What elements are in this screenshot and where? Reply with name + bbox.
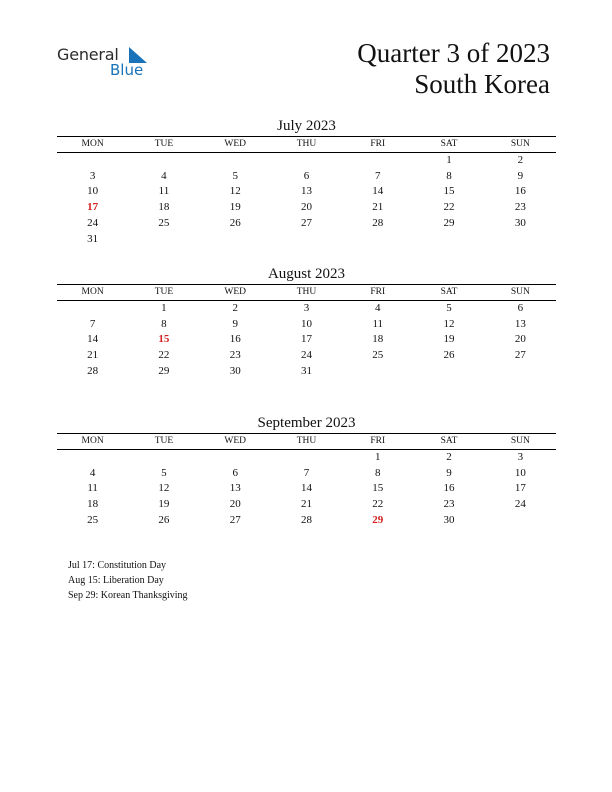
weekday-header: SAT bbox=[413, 434, 484, 450]
month-calendar-july bbox=[57, 116, 556, 247]
day-cell: 6 bbox=[303, 169, 310, 182]
day-cell: 29 bbox=[443, 216, 455, 229]
weekday-header: TUE bbox=[128, 285, 199, 301]
day-cell: 31 bbox=[300, 364, 312, 377]
day-cell: 18 bbox=[87, 498, 99, 511]
day-cell bbox=[128, 450, 199, 466]
day-cell bbox=[342, 364, 413, 380]
day-cell: 26 bbox=[229, 216, 241, 229]
day-cell: 2 bbox=[446, 451, 452, 463]
day-cell: 1 bbox=[161, 302, 167, 314]
day-cell: 30 bbox=[443, 513, 455, 526]
day-cell: 19 bbox=[229, 201, 241, 214]
day-cell: 19 bbox=[443, 333, 455, 346]
day-cell: 9 bbox=[232, 317, 238, 330]
holiday-notes bbox=[68, 558, 188, 603]
day-cell: 28 bbox=[372, 216, 384, 229]
day-cell bbox=[485, 232, 556, 248]
day-cell: 1 bbox=[375, 451, 381, 463]
day-cell: 29 bbox=[158, 364, 170, 377]
day-cell: 5 bbox=[232, 169, 238, 182]
day-cell: 13 bbox=[514, 317, 526, 330]
day-cell bbox=[128, 153, 199, 169]
weekday-header: FRI bbox=[342, 285, 413, 301]
day-cell: 8 bbox=[375, 466, 381, 479]
day-cell: 17 bbox=[514, 482, 526, 495]
day-cell: 2 bbox=[517, 154, 524, 166]
day-cell: 3 bbox=[303, 302, 310, 314]
day-cell: 22 bbox=[158, 349, 170, 362]
month-calendar-august bbox=[57, 264, 556, 380]
weekday-header: SAT bbox=[413, 285, 484, 301]
day-cell: 20 bbox=[514, 333, 526, 346]
day-cell: 13 bbox=[300, 185, 312, 198]
month-calendar-september bbox=[57, 413, 556, 529]
day-cell bbox=[57, 450, 128, 466]
day-cell bbox=[200, 153, 271, 169]
day-cell: 15 bbox=[443, 185, 455, 198]
title-quarter: Quarter 3 of 2023 bbox=[357, 38, 550, 68]
day-cell: 23 bbox=[229, 349, 241, 362]
day-cell: 4 bbox=[375, 302, 381, 314]
day-cell: 30 bbox=[229, 364, 241, 377]
day-cell: 10 bbox=[514, 466, 526, 479]
day-cell: 1 bbox=[446, 154, 452, 166]
week-row bbox=[57, 301, 556, 317]
week-row bbox=[57, 200, 556, 216]
generalblue-logo bbox=[57, 44, 157, 80]
day-cell: 6 bbox=[232, 466, 238, 479]
day-cell: 7 bbox=[375, 169, 381, 182]
day-cell: 17 bbox=[300, 333, 312, 346]
weekday-header: SAT bbox=[413, 137, 484, 153]
weekday-header-row bbox=[57, 137, 556, 153]
day-cell bbox=[200, 232, 271, 248]
week-row bbox=[57, 332, 556, 348]
day-cell: 24 bbox=[87, 216, 99, 229]
day-cell bbox=[271, 450, 342, 466]
week-row bbox=[57, 497, 556, 513]
day-cell bbox=[342, 153, 413, 169]
day-cell: 11 bbox=[372, 317, 384, 330]
day-cell: 9 bbox=[446, 466, 452, 479]
day-cell: 18 bbox=[158, 201, 170, 214]
day-cell: 13 bbox=[229, 482, 241, 495]
day-cell: 6 bbox=[517, 302, 524, 314]
weekday-header: WED bbox=[200, 434, 271, 450]
day-cell: 11 bbox=[158, 185, 170, 198]
week-row bbox=[57, 364, 556, 380]
day-cell: 7 bbox=[303, 466, 310, 479]
week-row bbox=[57, 348, 556, 364]
day-cell: 21 bbox=[372, 201, 384, 214]
day-cell: 2 bbox=[232, 302, 238, 314]
day-cell: 14 bbox=[372, 185, 384, 198]
day-cell: 23 bbox=[443, 498, 455, 511]
day-cell: 12 bbox=[158, 482, 170, 495]
day-cell: 20 bbox=[229, 498, 241, 511]
week-row bbox=[57, 184, 556, 200]
day-cell: 28 bbox=[300, 513, 312, 526]
day-cell: 12 bbox=[443, 317, 455, 330]
day-cell: 30 bbox=[514, 216, 526, 229]
logo-text-general: General bbox=[57, 45, 119, 64]
day-cell bbox=[342, 232, 413, 248]
day-cell: 24 bbox=[300, 349, 312, 362]
weekday-header: SUN bbox=[485, 137, 556, 153]
month-title: September 2023 bbox=[257, 415, 356, 431]
day-cell: 10 bbox=[300, 317, 312, 330]
day-cell bbox=[485, 364, 556, 380]
week-row bbox=[57, 216, 556, 232]
day-cell: 9 bbox=[517, 169, 524, 182]
day-cell bbox=[200, 450, 271, 466]
calendar-body bbox=[57, 153, 556, 248]
holiday-note: Sep 29: Korean Thanksgiving bbox=[68, 590, 188, 601]
day-cell: 11 bbox=[87, 482, 98, 495]
week-row bbox=[57, 481, 556, 497]
day-cell: 31 bbox=[87, 232, 99, 245]
day-cell: 14 bbox=[87, 333, 99, 346]
day-cell: 24 bbox=[514, 498, 526, 511]
day-cell: 8 bbox=[446, 169, 452, 182]
day-cell: 19 bbox=[158, 498, 170, 511]
calendar-grid bbox=[57, 433, 556, 529]
day-cell: 14 bbox=[300, 482, 312, 495]
day-cell: 4 bbox=[161, 169, 167, 182]
weekday-header: MON bbox=[57, 137, 128, 153]
weekday-header-row bbox=[57, 285, 556, 301]
weekday-header: FRI bbox=[342, 137, 413, 153]
day-cell: 5 bbox=[161, 466, 167, 479]
day-cell bbox=[128, 232, 199, 248]
month-title: August 2023 bbox=[267, 266, 346, 282]
holiday-day-cell: 17 bbox=[87, 201, 99, 214]
calendar-body bbox=[57, 450, 556, 529]
day-cell: 20 bbox=[300, 201, 312, 214]
day-cell: 8 bbox=[161, 317, 167, 330]
holiday-day-cell: 15 bbox=[158, 333, 170, 346]
week-row bbox=[57, 169, 556, 185]
calendar-grid bbox=[57, 136, 556, 247]
day-cell: 12 bbox=[229, 185, 241, 198]
day-cell: 23 bbox=[514, 201, 526, 214]
calendar-grid bbox=[57, 284, 556, 380]
weekday-header: SUN bbox=[485, 285, 556, 301]
weekday-header: THU bbox=[271, 285, 342, 301]
day-cell: 28 bbox=[87, 364, 99, 377]
day-cell: 4 bbox=[89, 466, 96, 479]
day-cell: 27 bbox=[514, 349, 526, 362]
weekday-header: THU bbox=[271, 137, 342, 153]
weekday-header: TUE bbox=[128, 434, 199, 450]
week-row bbox=[57, 466, 556, 482]
day-cell: 21 bbox=[300, 498, 312, 511]
day-cell bbox=[413, 364, 484, 380]
weekday-header: WED bbox=[200, 285, 271, 301]
day-cell bbox=[485, 513, 556, 529]
day-cell: 16 bbox=[443, 482, 455, 495]
holiday-note: Jul 17: Constitution Day bbox=[68, 560, 167, 571]
day-cell: 25 bbox=[87, 513, 99, 526]
day-cell: 25 bbox=[158, 216, 170, 229]
day-cell: 27 bbox=[300, 216, 312, 229]
day-cell: 16 bbox=[229, 333, 241, 346]
week-row bbox=[57, 317, 556, 333]
day-cell: 15 bbox=[372, 482, 384, 495]
day-cell: 25 bbox=[372, 349, 384, 362]
weekday-header: WED bbox=[200, 137, 271, 153]
weekday-header-row bbox=[57, 434, 556, 450]
day-cell: 5 bbox=[446, 302, 452, 314]
day-cell: 3 bbox=[89, 169, 96, 182]
day-cell: 26 bbox=[158, 513, 170, 526]
weekday-header: SUN bbox=[485, 434, 556, 450]
week-row bbox=[57, 513, 556, 529]
day-cell bbox=[271, 232, 342, 248]
day-cell: 22 bbox=[443, 201, 455, 214]
holiday-note: Aug 15: Liberation Day bbox=[68, 575, 164, 586]
weekday-header: TUE bbox=[128, 137, 199, 153]
week-row bbox=[57, 232, 556, 248]
day-cell: 21 bbox=[87, 349, 99, 362]
weekday-header: MON bbox=[57, 434, 128, 450]
calendar-body bbox=[57, 301, 556, 380]
page-title bbox=[357, 38, 550, 100]
day-cell: 16 bbox=[514, 185, 526, 198]
weekday-header: THU bbox=[271, 434, 342, 450]
day-cell: 10 bbox=[87, 185, 99, 198]
day-cell: 3 bbox=[517, 451, 524, 463]
weekday-header: MON bbox=[57, 285, 128, 301]
day-cell: 7 bbox=[89, 317, 96, 330]
weekday-header: FRI bbox=[342, 434, 413, 450]
day-cell: 26 bbox=[443, 349, 455, 362]
title-country: South Korea bbox=[414, 69, 550, 99]
day-cell: 18 bbox=[372, 333, 384, 346]
day-cell bbox=[271, 153, 342, 169]
day-cell bbox=[413, 232, 484, 248]
day-cell bbox=[57, 301, 128, 317]
holiday-day-cell: 29 bbox=[372, 513, 384, 526]
day-cell: 27 bbox=[229, 513, 241, 526]
month-title: July 2023 bbox=[277, 118, 336, 134]
week-row bbox=[57, 450, 556, 466]
logo-text-blue: Blue bbox=[110, 61, 144, 79]
day-cell bbox=[57, 153, 128, 169]
day-cell: 22 bbox=[372, 498, 384, 511]
week-row bbox=[57, 153, 556, 169]
